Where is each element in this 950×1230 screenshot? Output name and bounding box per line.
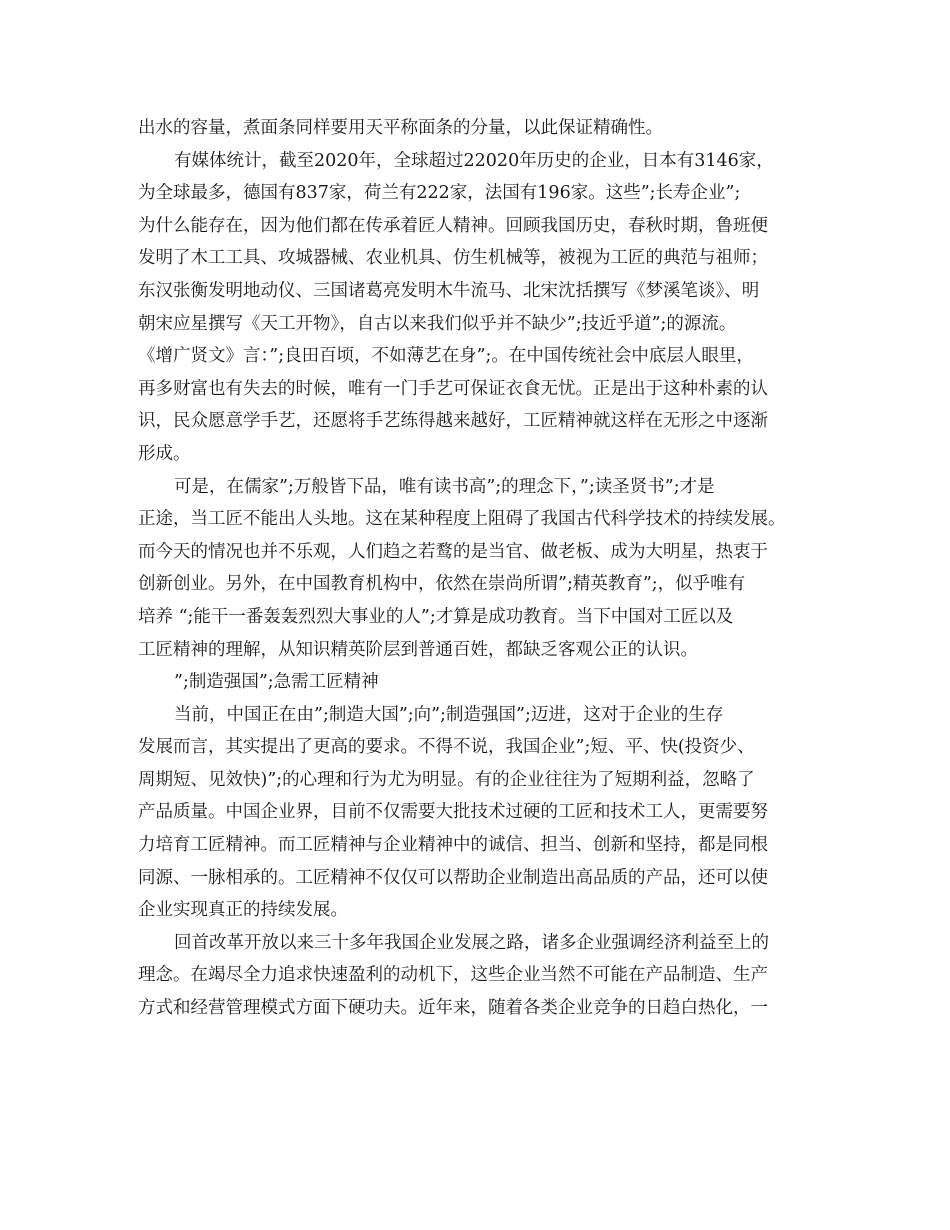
text-line: 产品质量。中国企业界，目前不仅需要大批技术过硬的工匠和技术工人，更需要努: [138, 802, 768, 823]
text-line: 方式和经营管理模式方面下硬功夫。近年来，随着各类企业竞争的日趋白热化，一: [138, 998, 768, 1019]
text-line: 回首改革开放以来三十多年我国企业发展之路，诸多企业强调经济利益至上的: [174, 932, 769, 953]
text-line: 发展而言，其实提出了更高的要求。不得不说，我国企业”;短、平、快(投资少、: [138, 737, 755, 758]
text-line: 再多财富也有失去的时候，唯有一门手艺可保证衣食无忧。正是出于这种朴素的认: [138, 378, 768, 399]
text-line: 为什么能存在，因为他们都在传承着匠人精神。回顾我国历史，春秋时期，鲁班便: [138, 215, 768, 236]
text-line: 当前，中国正在由”;制造大国”;向”;制造强国”;迈进，这对于企业的生存: [174, 704, 724, 725]
text-line: 同源、一脉相承的。工匠精神不仅仅可以帮助企业制造出高品质的产品，还可以使: [138, 867, 768, 888]
document-body: [138, 112, 818, 1025]
text-line: ”;制造强国”;急需工匠精神: [174, 672, 379, 693]
text-line: 而今天的情况也并不乐观，人们趋之若鹜的是当官、做老板、成为大明星，热衷于: [138, 541, 768, 562]
text-line: 形成。: [138, 443, 191, 464]
text-line: 东汉张衡发明地动仪、三国诸葛亮发明木牛流马、北宋沈括撰写《梦溪笔谈》、明: [138, 280, 760, 301]
text-line: 正途，当工匠不能出人头地。这在某种程度上阻碍了我国古代科学技术的持续发展。: [138, 509, 786, 530]
text-line: 可是，在儒家”;万般皆下品，唯有读书高”;的理念下，”;读圣贤书”;才是: [174, 476, 715, 497]
text-line: 识，民众愿意学手艺，还愿将手艺练得越来越好，工匠精神就这样在无形之中逐渐: [138, 411, 768, 432]
text-line: 《增广贤文》言：”;良田百顷，不如薄艺在身”;。在中国传统社会中底层人眼里，: [138, 346, 754, 367]
text-line: 培养 “;能干一番轰轰烈烈大事业的人”;才算是成功教育。当下中国对工匠以及: [138, 606, 734, 627]
text-line: 力培育工匠精神。而工匠精神与企业精神中的诚信、担当、创新和坚持，都是同根: [138, 835, 768, 856]
text-line: 朝宋应星撰写《天工开物》，自古以来我们似乎并不缺少”;技近乎道”;的源流。: [138, 313, 737, 334]
text-line: 周期短、见效快)”;的心理和行为尤为明显。有的企业往往为了短期利益，忽略了: [138, 769, 755, 790]
text-line: 理念。在竭尽全力追求快速盈利的动机下，这些企业当然不可能在产品制造、生产: [138, 965, 768, 986]
text-line: 出水的容量，煮面条同样要用天平称面条的分量，以此保证精确性。: [138, 118, 663, 138]
text-line: 创新创业。另外，在中国教育机构中，依然在崇尚所谓”;精英教育”;，似乎唯有: [138, 574, 746, 595]
text-line: 工匠精神的理解，从知识精英阶层到普通百姓，都缺乏客观公正的认识。: [138, 639, 698, 660]
text-line: 发明了木工工具、攻城器械、农业机具、仿生机械等，被视为工匠的典范与祖师；: [138, 248, 768, 269]
text-line: 有媒体统计，截至2020年，全球超过22020年历史的企业，日本有3146家，: [174, 150, 774, 171]
text-line: 企业实现真正的持续发展。: [138, 900, 348, 921]
text-line: 为全球最多，德国有837家，荷兰有222家，法国有196家。这些”;长寿企业”;: [138, 183, 741, 204]
